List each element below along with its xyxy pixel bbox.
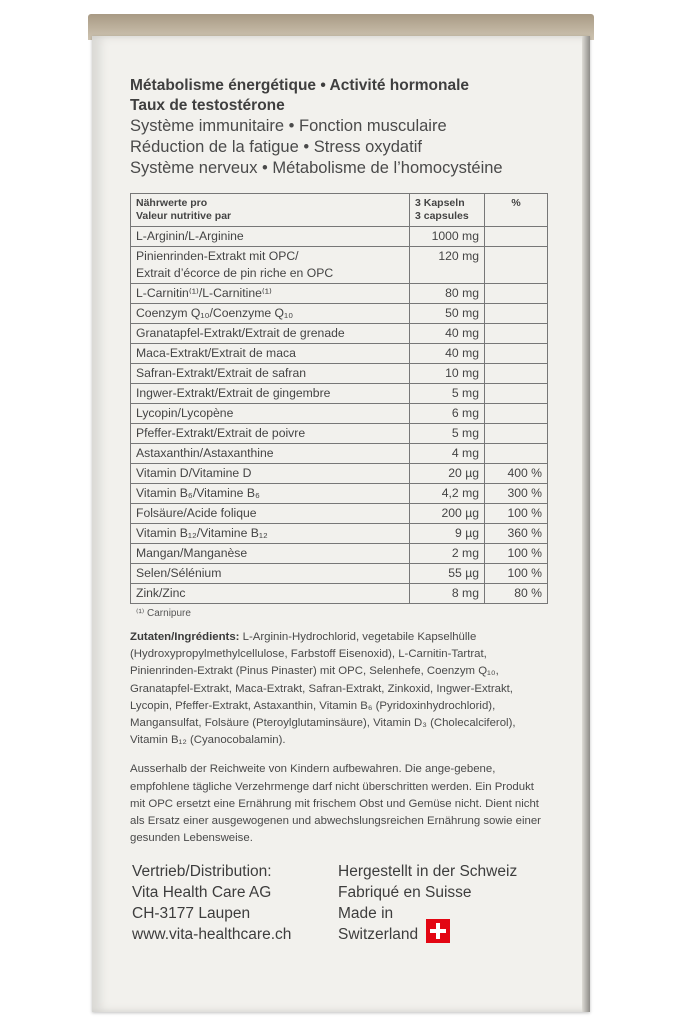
table-row	[131, 464, 548, 484]
nutrient-name	[131, 344, 410, 364]
origin-line-fr: Fabriqué en Suisse	[338, 884, 472, 902]
nutrient-name-text: Safran-Extrakt/Extrait de safran	[136, 366, 307, 380]
made-in-row	[338, 903, 558, 945]
nutrition-table	[130, 193, 548, 604]
health-claims	[130, 76, 550, 179]
nutrient-name-text-2: Extrait d’écorce de pin riche en OPC	[136, 266, 334, 280]
made-in-label: Made in	[338, 905, 394, 923]
header-amount-fr: 3 capsules	[415, 210, 469, 222]
nutrient-amount: 4,2 mg	[410, 484, 485, 504]
nutrient-name-text: Zink/Zinc	[136, 586, 186, 600]
nutrition-table-header	[131, 194, 548, 227]
claim-line: Système nerveux • Métabolisme de l’homocystéine	[130, 159, 503, 177]
nutrient-amount: 50 mg	[410, 304, 485, 324]
nutrient-amount: 5 mg	[410, 424, 485, 444]
nutrient-name	[131, 404, 410, 424]
distribution-address: CH-3177 Laupen	[132, 905, 251, 923]
nutrient-percent: 400 %	[485, 464, 548, 484]
nutrient-amount: 10 mg	[410, 364, 485, 384]
nutrient-percent	[485, 284, 548, 304]
nutrient-name	[131, 524, 410, 544]
warning-text: Ausserhalb der Reichweite von Kindern aufbewahren. Die ange-gebene, empfohlene tägliche Verzehrmenge darf nicht überschritten werden. Ein Produkt mit OPC ersetzt eine Ernährung mit frischem Obst und Gemüse nicht. Dient nicht als Ersatz einer ausgewogenen und abwechslungsreichen Ernährung sowie einer gesunden Lebensweise.	[130, 763, 541, 845]
nutrient-name-text: Selen/Sélénium	[136, 566, 222, 580]
table-row	[131, 444, 548, 464]
nutrient-percent: 100 %	[485, 544, 548, 564]
nutrient-percent	[485, 324, 548, 344]
header-label-fr: Valeur nutritive par	[136, 210, 232, 222]
origin-block	[338, 861, 558, 945]
nutrient-amount: 1000 mg	[410, 227, 485, 247]
footnote: ⁽¹⁾ Carnipure	[136, 608, 191, 619]
nutrient-name-text: Mangan/Manganèse	[136, 546, 248, 560]
nutrient-amount: 200 µg	[410, 504, 485, 524]
nutrient-name-text: L-Arginin/L-Arginine	[136, 229, 244, 243]
nutrient-percent	[485, 364, 548, 384]
header-amount	[410, 194, 485, 227]
distribution-block	[132, 861, 332, 945]
nutrient-amount: 40 mg	[410, 324, 485, 344]
nutrient-amount: 2 mg	[410, 544, 485, 564]
swiss-flag-icon	[426, 919, 450, 943]
nutrient-name-text: Vitamin D/Vitamine D	[136, 466, 252, 480]
nutrient-name	[131, 247, 410, 284]
nutrient-amount: 8 mg	[410, 584, 485, 604]
table-row	[131, 344, 548, 364]
claim-line: Réduction de la fatigue • Stress oxydatif	[130, 138, 422, 156]
table-row	[131, 304, 548, 324]
nutrient-amount: 6 mg	[410, 404, 485, 424]
nutrient-percent	[485, 384, 548, 404]
nutrient-percent: 360 %	[485, 524, 548, 544]
nutrient-percent	[485, 404, 548, 424]
package-text-content	[130, 76, 550, 961]
table-row	[131, 247, 548, 284]
nutrient-name-text: Pfeffer-Extrakt/Extrait de poivre	[136, 426, 306, 440]
table-row	[131, 404, 548, 424]
nutrient-name	[131, 424, 410, 444]
nutrient-name	[131, 464, 410, 484]
nutrient-percent: 80 %	[485, 584, 548, 604]
distribution-website: www.vita-healthcare.ch	[132, 926, 292, 944]
distribution-company: Vita Health Care AG	[132, 884, 272, 902]
nutrient-name-text: Vitamin B₆/Vitamine B₆	[136, 486, 260, 500]
nutrient-name-text: Folsäure/Acide folique	[136, 506, 257, 520]
table-row	[131, 284, 548, 304]
nutrient-name	[131, 364, 410, 384]
header-label-de: Nährwerte pro	[136, 197, 208, 209]
company-info	[130, 861, 550, 961]
nutrient-name-text: Granatapfel-Extrakt/Extrait de grenade	[136, 326, 345, 340]
nutrient-name	[131, 584, 410, 604]
header-percent: %	[485, 194, 548, 227]
nutrient-amount: 4 mg	[410, 444, 485, 464]
nutrient-name	[131, 444, 410, 464]
nutrient-name	[131, 384, 410, 404]
claim-bold-line: Métabolisme énergétique • Activité hormonale	[130, 77, 470, 94]
nutrient-name	[131, 484, 410, 504]
nutrient-amount: 55 µg	[410, 564, 485, 584]
header-label	[131, 194, 410, 227]
nutrient-percent	[485, 344, 548, 364]
distribution-label: Vertrieb/Distribution:	[132, 863, 272, 881]
nutrient-percent	[485, 304, 548, 324]
made-in-country: Switzerland	[338, 926, 419, 944]
nutrient-name	[131, 504, 410, 524]
ingredients-label: Zutaten/Ingrédients:	[130, 631, 240, 643]
table-row	[131, 364, 548, 384]
nutrient-percent: 300 %	[485, 484, 548, 504]
nutrient-name-text: Maca-Extrakt/Extrait de maca	[136, 346, 296, 360]
ingredients-text	[130, 629, 550, 749]
nutrient-percent	[485, 444, 548, 464]
table-row	[131, 524, 548, 544]
nutrient-amount: 20 µg	[410, 464, 485, 484]
nutrient-name	[131, 284, 410, 304]
nutrient-amount: 120 mg	[410, 247, 485, 284]
table-row	[131, 424, 548, 444]
table-row	[131, 504, 548, 524]
origin-line-de: Hergestellt in der Schweiz	[338, 863, 518, 881]
table-row	[131, 384, 548, 404]
nutrient-name	[131, 544, 410, 564]
nutrient-percent	[485, 424, 548, 444]
nutrient-name	[131, 324, 410, 344]
header-amount-de: 3 Kapseln	[415, 197, 465, 209]
nutrient-amount: 80 mg	[410, 284, 485, 304]
nutrient-percent: 100 %	[485, 564, 548, 584]
nutrient-name-text: Lycopin/Lycopène	[136, 406, 234, 420]
table-row	[131, 544, 548, 564]
nutrient-percent: 100 %	[485, 504, 548, 524]
claim-line: Système immunitaire • Fonction musculaire	[130, 117, 447, 135]
nutrient-amount: 5 mg	[410, 384, 485, 404]
nutrient-amount: 40 mg	[410, 344, 485, 364]
ingredients-list: L-Arginin-Hydrochlorid, vegetabile Kapselhülle (Hydroxypropylmethylcellulose, Farbstoff Eisenoxid), L-Carnitin-Tartrat, Pinienrinden-Extrakt (Pinus Pinaster) mit OPC, Selenhefe, Coenzym Q₁₀, Granatapfel-Extrakt, Maca-Extrakt, Safran-Extrakt, Zinkoxid, Ingwer-Extrakt, Lycopin, Pfeffer-Extrakt, Astaxanthin, Vitamin B₆ (Pyridoxinhydrochlorid), Mangansulfat, Folsäure (Pteroylglutaminsäure), Vitamin D₃ (Cholecalciferol), Vitamin B₁₂ (Cyanocobalamin).	[130, 631, 516, 747]
nutrient-name	[131, 227, 410, 247]
table-row	[131, 584, 548, 604]
table-row	[131, 564, 548, 584]
nutrient-name-text: Coenzym Q₁₀/Coenzyme Q₁₀	[136, 306, 294, 320]
nutrition-table-body	[131, 227, 548, 604]
package-right-edge	[582, 36, 590, 1012]
nutrient-name	[131, 304, 410, 324]
nutrient-name-text: Ingwer-Extrakt/Extrait de gingembre	[136, 386, 331, 400]
nutrient-name-text: Vitamin B₁₂/Vitamine B₁₂	[136, 526, 268, 540]
nutrient-percent	[485, 227, 548, 247]
nutrient-name-text: Astaxanthin/Astaxanthine	[136, 446, 274, 460]
nutrient-amount: 9 µg	[410, 524, 485, 544]
claim-bold-line: Taux de testostérone	[130, 97, 285, 114]
nutrient-name-text: L-Carnitin⁽¹⁾/L-Carnitine⁽¹⁾	[136, 286, 272, 300]
nutrient-percent	[485, 247, 548, 284]
table-row	[131, 484, 548, 504]
nutrient-name-text: Pinienrinden-Extrakt mit OPC/	[136, 249, 299, 263]
table-row	[131, 227, 548, 247]
nutrient-name	[131, 564, 410, 584]
table-row	[131, 324, 548, 344]
